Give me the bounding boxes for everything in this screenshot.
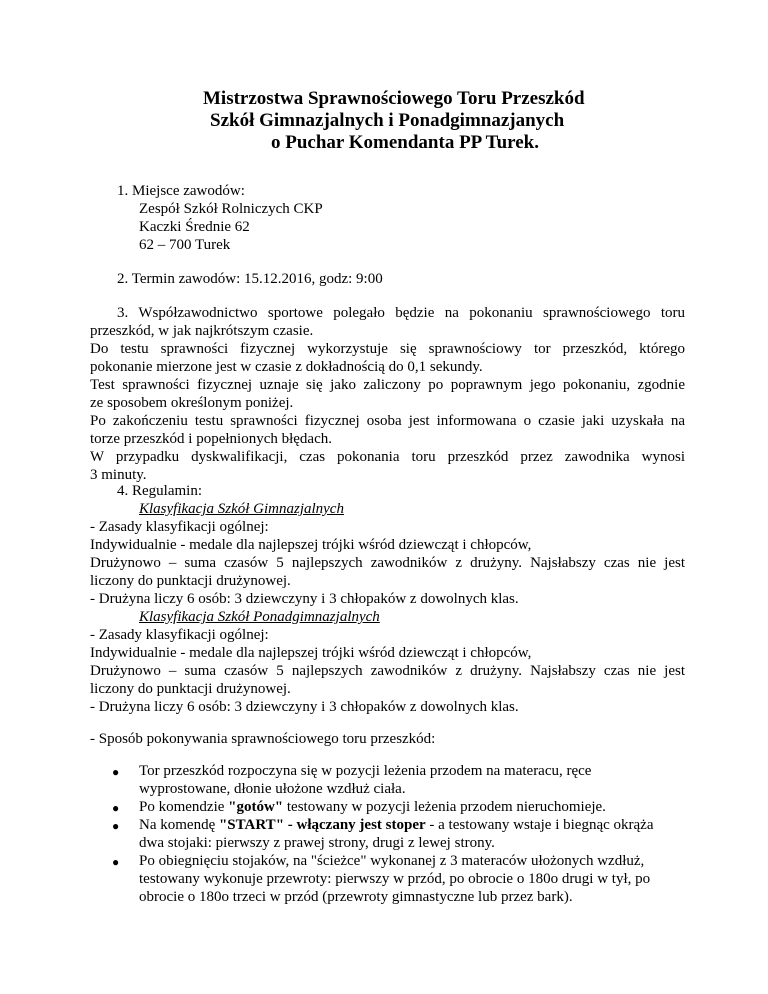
section3-line-7: Po zakończeniu testu sprawności fizycznej osoba jest informowana o czasie jaki uzyskała na [90, 413, 685, 429]
method-heading: - Sposób pokonywania sprawnościowego toru przeszkód: [90, 731, 436, 747]
bullet-icon: ● [112, 819, 120, 833]
bullet1-line-1: Tor przeszkód rozpoczyna się w pozycji leżenia przodem na materacu, ręce [139, 763, 592, 779]
classB-line-4: liczony do punktacji drużynowej. [90, 681, 291, 697]
section3-line-6: ze sposobem określonym poniżej. [90, 395, 294, 411]
address-line-3: 62 – 700 Turek [139, 237, 231, 253]
classB-line-1: - Zasady klasyfikacji ogólnej: [90, 627, 269, 643]
classA-line-5: - Drużyna liczy 6 osób: 3 dziewczyny i 3 chłopaków z dowolnych klas. [90, 591, 519, 607]
class-ponadgimnazjalne-title: Klasyfikacja Szkół Ponadgimnazjalnych [139, 609, 380, 625]
classA-line-2: Indywidualnie - medale dla najlepszej trójki wśród dziewcząt i chłopców, [90, 537, 532, 553]
classA-line-1: - Zasady klasyfikacji ogólnej: [90, 519, 269, 535]
bullet1-line-2: wyprostowane, dłonie ułożone wzdłuż ciała. [139, 781, 406, 797]
bullet-icon: ● [112, 801, 120, 815]
address-line-1: Zespół Szkół Rolniczych CKP [139, 201, 323, 217]
classB-line-5: - Drużyna liczy 6 osób: 3 dziewczyny i 3 chłopaków z dowolnych klas. [90, 699, 519, 715]
bullet4-line-3: obrocie o 180o trzeci w przód (przewroty gimnastyczne lub przez bark). [139, 889, 573, 905]
bullet-icon: ● [112, 765, 120, 779]
classA-line-4: liczony do punktacji drużynowej. [90, 573, 291, 589]
bullet4-line-2: testowany wykonuje przewroty: pierwszy w przód, po obrocie o 180o drugi w tył, po [139, 871, 651, 887]
bullet2-line: Po komendzie "gotów" testowany w pozycji leżenia przodem nieruchomieje. [139, 799, 606, 815]
class-gimnazjalne-title: Klasyfikacja Szkół Gimnazjalnych [139, 501, 344, 517]
section3-line-8: torze przeszkód i popełnionych błędach. [90, 431, 332, 447]
address-line-2: Kaczki Średnie 62 [139, 219, 250, 235]
title-line-1: Mistrzostwa Sprawnościowego Toru Przeszkód [203, 88, 585, 109]
bullet3-line-2: dwa stojaki: pierwszy z prawej strony, drugi z lewej strony. [139, 835, 495, 851]
bullet4-line-1: Po obiegnięciu stojaków, na "ścieżce" wykonanej z 3 materaców ułożonych wzdłuż, [139, 853, 645, 869]
section3-line-2: przeszkód, w jak najkrótszym czasie. [90, 323, 314, 339]
section1-heading: 1. Miejsce zawodów: [117, 183, 245, 199]
section3-line-5: Test sprawności fizycznej uznaje się jako zaliczony po poprawnym jego pokonaniu, zgodnie [90, 377, 685, 393]
section3-line-9: W przypadku dyskwalifikacji, czas pokonania toru przeszkód przez zawodnika wynosi [90, 449, 685, 465]
section3-line-3: Do testu sprawności fizycznej wykorzystuje się sprawnościowy tor przeszkód, którego [90, 341, 685, 357]
bullet3-line-1: Na komendę "START" - włączany jest stoper - a testowany wstaje i biegnąc okrąża [139, 817, 654, 833]
classB-line-3: Drużynowo – suma czasów 5 najlepszych zawodników z drużyny. Najsłabszy czas nie jest [90, 663, 685, 679]
title-line-2: Szkół Gimnazjalnych i Ponadgimnazjanych [210, 110, 565, 131]
classB-line-2: Indywidualnie - medale dla najlepszej trójki wśród dziewcząt i chłopców, [90, 645, 532, 661]
section3-line-10: 3 minuty. [90, 467, 147, 483]
section3-line-1: 3. Współzawodnictwo sportowe polegało będzie na pokonaniu sprawnościowego toru [117, 305, 685, 321]
title-line-3: o Puchar Komendanta PP Turek. [271, 132, 539, 153]
section2-text: 2. Termin zawodów: 15.12.2016, godz: 9:00 [117, 271, 383, 287]
bullet-icon: ● [112, 855, 120, 869]
section4-heading: 4. Regulamin: [117, 483, 202, 499]
section3-line-4: pokonanie mierzone jest w czasie z dokładnością do 0,1 sekundy. [90, 359, 483, 375]
classA-line-3: Drużynowo – suma czasów 5 najlepszych zawodników z drużyny. Najsłabszy czas nie jest [90, 555, 685, 571]
